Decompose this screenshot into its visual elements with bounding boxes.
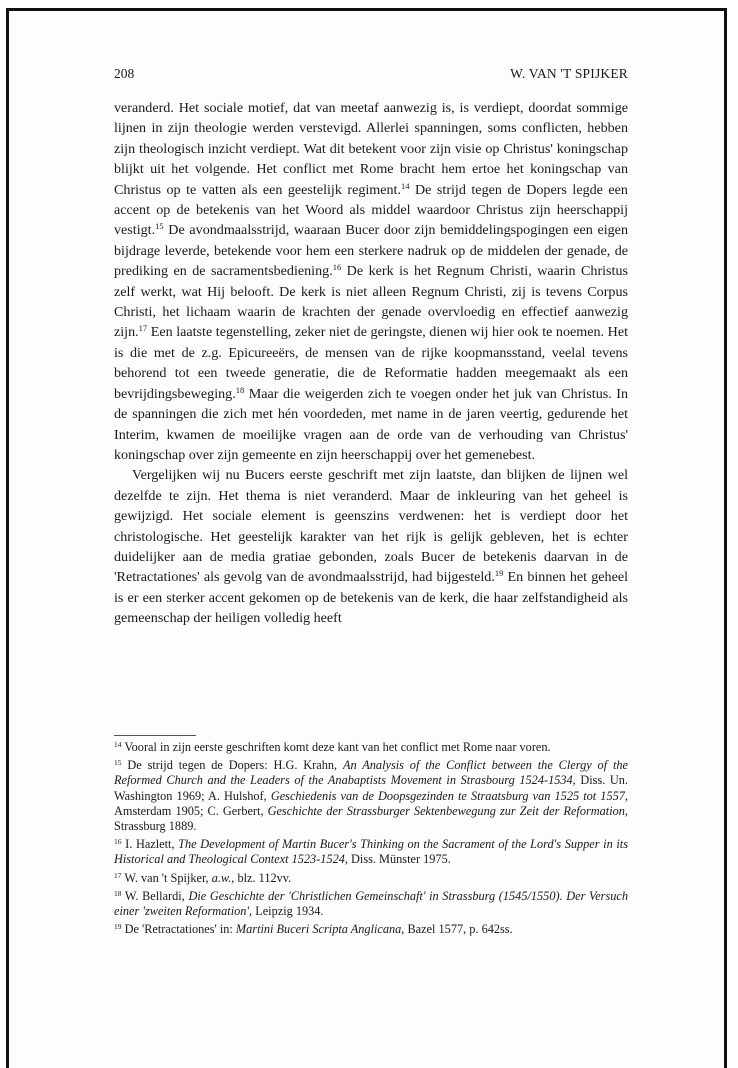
footnote-ref: 16	[114, 837, 122, 847]
footnote-ref: 18	[235, 384, 245, 395]
italic-title: Geschiedenis van de Doopsgezinden te Straatsburg van 1525 tot 1557,	[270, 788, 628, 803]
italic-title: Martini Buceri Scripta Anglicana,	[235, 922, 405, 937]
body-paragraph-1: veranderd. Het sociale motief, dat van meetaf aanwezig is, is verdiept, doordat sommige lijnen in zijn theologie werden verstevigd. Allerlei spanningen, soms conflicten, hebben zijn theologisch inzicht verdiept. Wat dit betekent voor zijn visie op Christus' koningschap blijkt uit het volgende. Het conflict met Rome bracht hem ertoe het koningschap van Christus op te vatten als een geestelijk regiment.$^{14}$ De strijd tegen de Dopers legde een accent op de betekenis van het Woord als middel waardoor Christus zijn heerschappij vestigt.$^{15}$ De avondmaalsstrijd, waaraan Bucer door zijn bemiddelingspogingen een eigen bijdrage leverde, betekende voor hem een sterkere nadruk op de middelen der genade, de prediking en de sacramentsbediening.$^{16}$ De kerk is het Regnum Christi, waarin Christus zelf werkt, wat Hij belooft. De kerk is niet alleen Regnum Christi, zij is tevens Corpus Christi, het lichaam waarin de krachten der genade overvloedig en effectief aanwezig zijn.$^{17}$ Een laatste tegenstelling, zeker niet de geringste, dienen wij hier ook te noemen. Het is die met de z.g. Epicureeërs, de mensen van de rijke koopmansstand, veelal tevens behorend tot een tweede generatie, die de Reformatie hadden meegemaakt als een bevrijdingsbeweging.$^{18}$ Maar die weigerden zich te voegen onder het juk van Christus. In de spanningen die zich met hén voordeden, met name in de jaren veertig, gedurende het Interim, kwamen de moeilijke vragen aan de orde van de verhouding van Christus' koningschap over zijn gemeente en zijn heerschappij over het gemenebest.	[114, 100, 628, 463]
italic-title: An Analysis of the Conflict between the Clergy of the Reformed Church and the Leaders of the Anabaptists Movement in Strasbourg 1524-1534,	[114, 758, 628, 788]
footnote-17: $^{17}$ W. van 't Spijker, a.w., blz. 112vv.	[114, 870, 292, 885]
footnote-14: $^{14}$ Vooral in zijn eerste geschriften komt deze kant van het conflict met Rome naar voren.	[114, 740, 551, 754]
italic-title: a.w.,	[211, 870, 235, 885]
footnote-18: $^{18}$ W. Bellardi, Die Geschichte der 'Christlichen Gemeinschaft' in Strassburg (1545/1550). Der Versuch einer 'zweiten Reformation', Leipzig 1934.	[114, 888, 628, 919]
running-head: W. VAN 'T SPIJKER	[510, 66, 628, 81]
footnote-ref: 14	[401, 180, 410, 191]
footnote-ref: 17	[138, 323, 148, 334]
italic-title: Die Geschichte der 'Christlichen Gemeinschaft' in Strassburg (1545/1550). Der Versuch einer 'zweiten Reformation',	[114, 888, 628, 919]
footnote-ref: 16	[332, 262, 342, 273]
body-paragraph-2: Vergelijken wij nu Bucers eerste geschrift met zijn laatste, dan blijken de lijnen wel dezelfde te zijn. Het thema is niet veranderd. Maar de inkleuring van het geheel is gewijzigd. Het sociale element is geenszins verdwenen: het is verdiept door het christologische. Het geestelijk karakter van het rijk is gelijk gebleven, het is echter duidelijker aan de media gratiae gebonden, zoals Bucer de betekenis daarvan in de 'Retractationes' als gevolg van de avondmaalsstrijd, had bijgesteld.$^{19}$ En binnen het geheel is er een sterker accent gekomen op de betekenis van de kerk, die haar zelfstandigheid als gemeenschap der heiligen volledig heeft	[114, 467, 628, 627]
footnote-ref: 15	[114, 758, 122, 768]
footnote-ref: 14	[114, 740, 122, 749]
page-number: 208	[114, 66, 135, 81]
page-header	[114, 66, 628, 86]
footnote-19: $^{19}$ De 'Retractationes' in: Martini Buceri Scripta Anglicana, Bazel 1577, p. 642ss.	[114, 922, 513, 937]
footnote-ref: 19	[494, 568, 504, 579]
italic-title: The Development of Martin Bucer's Thinking on the Sacrament of the Lord's Supper in its Historical and Theological Context 1523-1524,	[114, 837, 628, 867]
footnote-16: $^{16}$ I. Hazlett, The Development of Martin Bucer's Thinking on the Sacrament of the Lord's Supper in its Historical and Theological Context 1523-1524, Diss. Münster 1975.	[114, 837, 628, 867]
footnote-ref: 17	[114, 870, 122, 880]
footnote-rule	[114, 735, 196, 736]
footnote-15: $^{15}$ De strijd tegen de Dopers: H.G. Krahn, An Analysis of the Conflict between the Clergy of the Reformed Church and the Leaders of the Anabaptists Movement in Strasbourg 1524-1534, Diss. Un. Washington 1969; A. Hulshof, Geschiedenis van de Doopsgezinden te Straatsburg van 1525 tot 1557, Amsterdam 1905; C. Gerbert, Geschichte der Strassburger Sektenbewegung zur Zeit der Reformation, Strassburg 1889.	[114, 758, 628, 834]
footnote-ref: 18	[114, 888, 122, 898]
footnote-ref: 15	[155, 221, 164, 232]
italic-title: Geschichte der Strassburger Sektenbewegung zur Zeit der Reformation,	[267, 803, 628, 818]
footnote-ref: 19	[114, 922, 122, 932]
footnotes	[114, 740, 628, 940]
body-text	[114, 98, 628, 629]
